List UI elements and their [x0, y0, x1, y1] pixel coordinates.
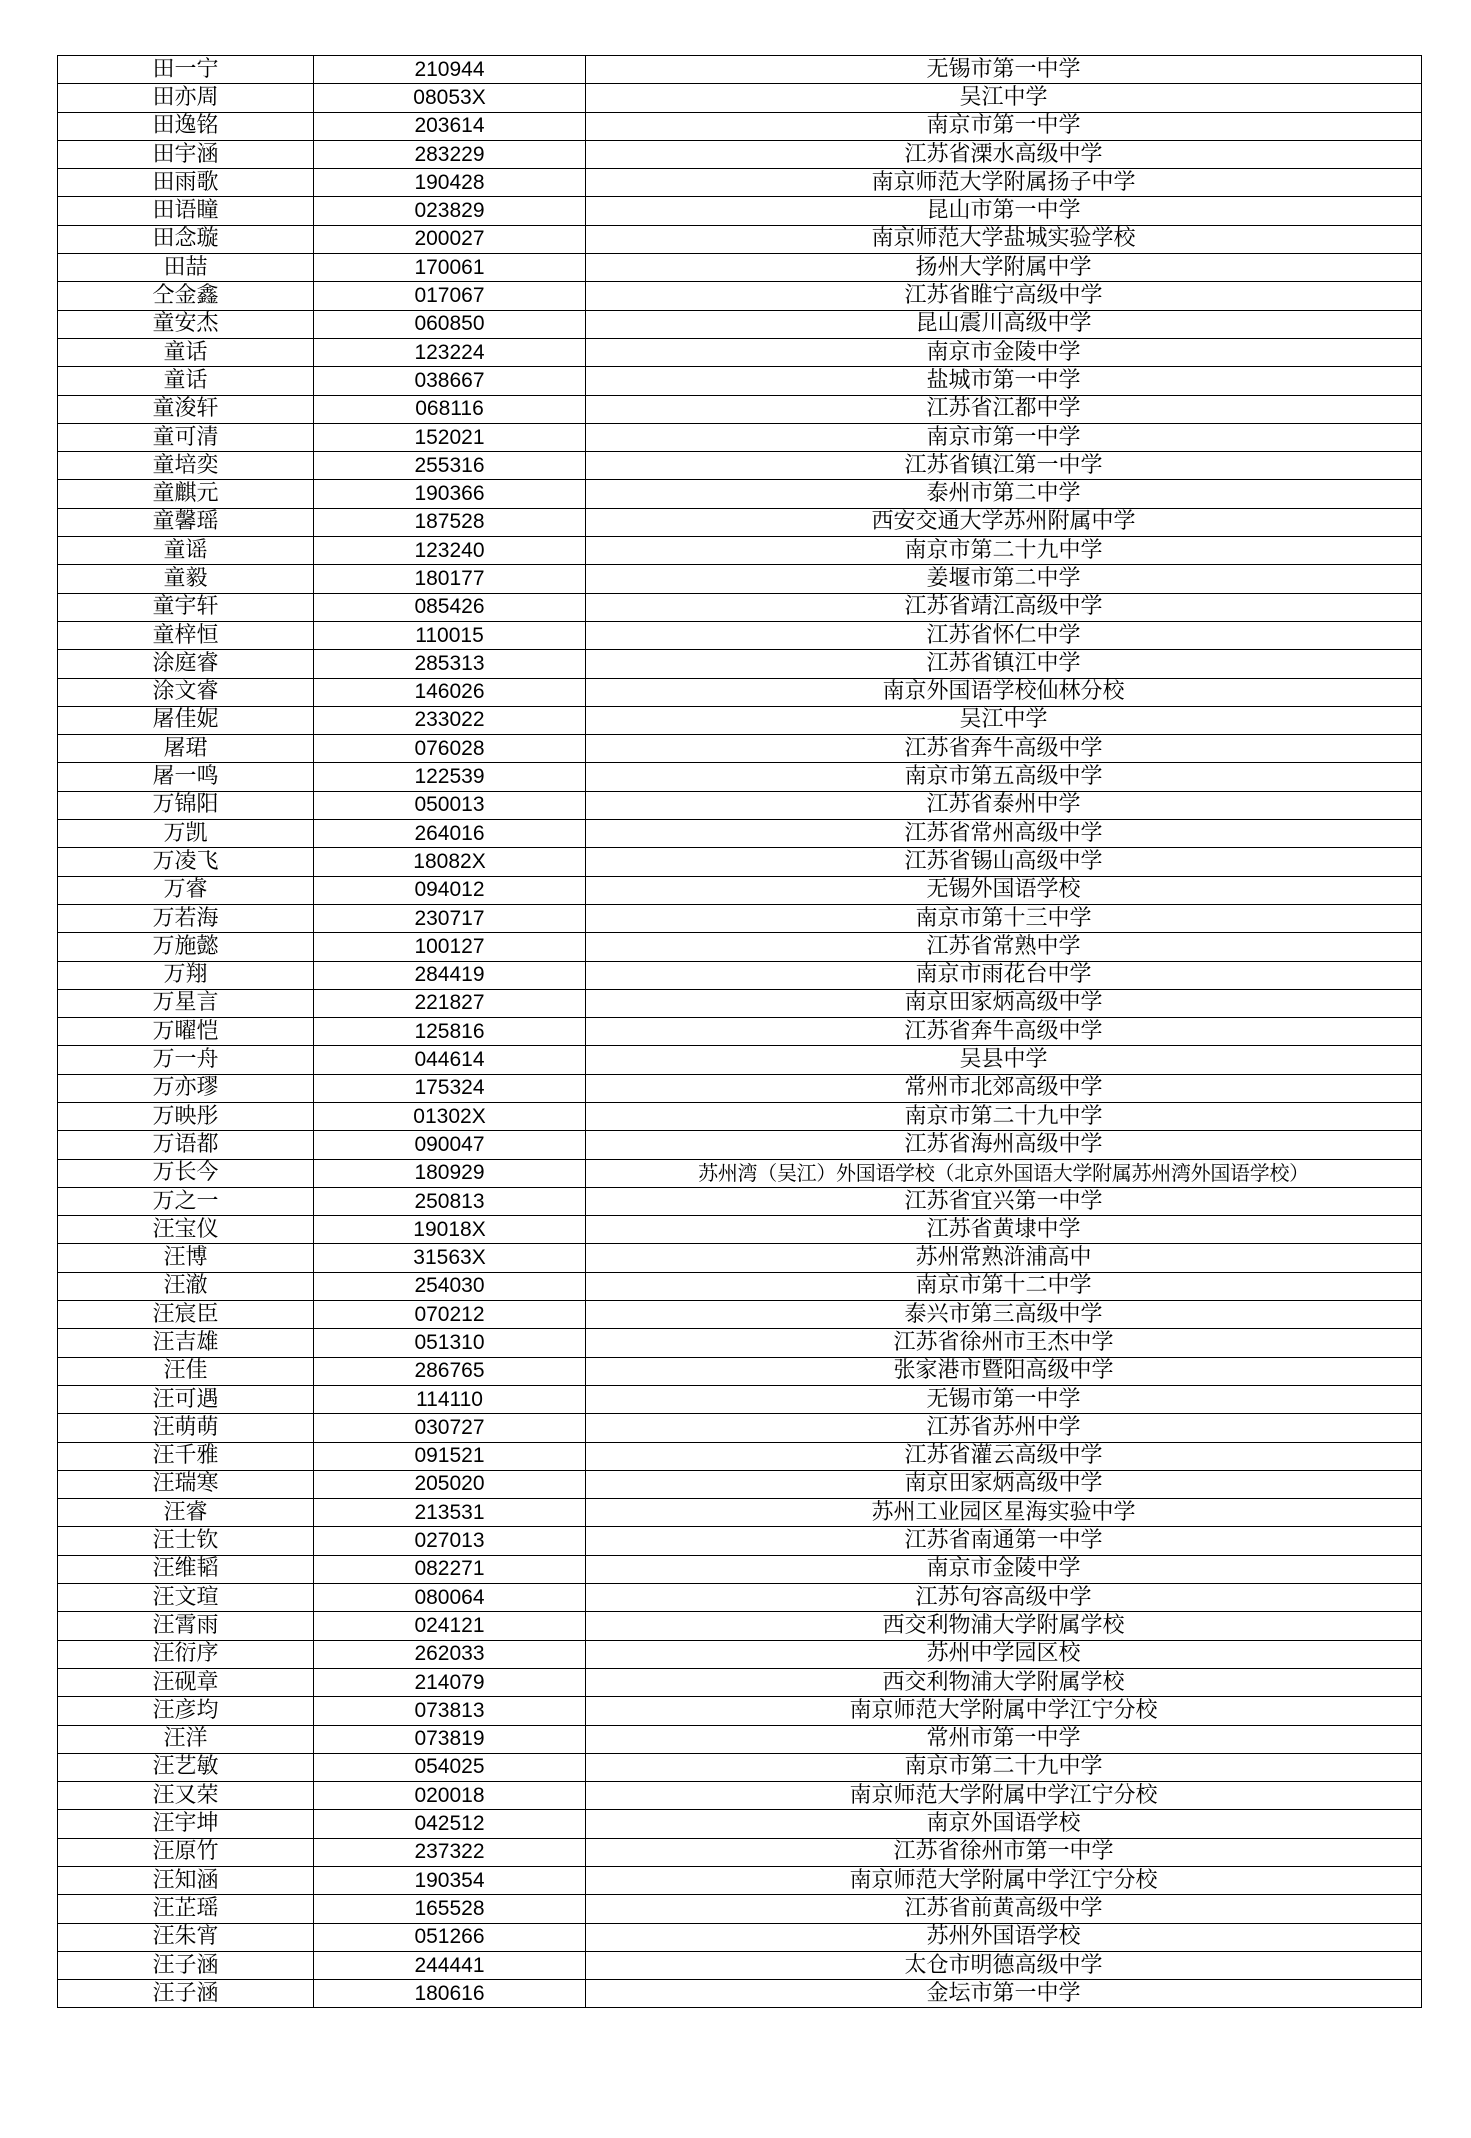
- student-id-cell: 180616: [314, 1980, 586, 2008]
- student-name-cell: 汪朱宵: [58, 1923, 314, 1951]
- student-id-cell: 123240: [314, 537, 586, 565]
- student-id-cell: 230717: [314, 904, 586, 932]
- student-name-cell: 田念璇: [58, 225, 314, 253]
- school-cell: 泰州市第二中学: [586, 480, 1422, 508]
- school-cell: 南京师范大学附属中学江宁分校: [586, 1782, 1422, 1810]
- school-cell: 苏州湾（吴江）外国语学校（北京外国语大学附属苏州湾外国语学校）: [586, 1159, 1422, 1187]
- student-name-cell: 汪睿: [58, 1499, 314, 1527]
- student-id-cell: 027013: [314, 1527, 586, 1555]
- student-name-cell: 汪博: [58, 1244, 314, 1272]
- student-name-cell: 汪澈: [58, 1272, 314, 1300]
- student-id-cell: 094012: [314, 876, 586, 904]
- student-id-cell: 125816: [314, 1018, 586, 1046]
- table-row: [58, 1555, 1422, 1583]
- student-id-cell: 060850: [314, 310, 586, 338]
- student-id-cell: 175324: [314, 1074, 586, 1102]
- student-name-cell: 万一舟: [58, 1046, 314, 1074]
- school-cell: 无锡外国语学校: [586, 876, 1422, 904]
- student-id-cell: 205020: [314, 1470, 586, 1498]
- table-row: [58, 1301, 1422, 1329]
- table-row: [58, 904, 1422, 932]
- student-id-cell: 18082X: [314, 848, 586, 876]
- table-row: [58, 1074, 1422, 1102]
- student-name-cell: 涂文睿: [58, 678, 314, 706]
- school-cell: 吴江中学: [586, 84, 1422, 112]
- student-id-cell: 073819: [314, 1725, 586, 1753]
- school-cell: 江苏省宜兴第一中学: [586, 1187, 1422, 1215]
- student-name-cell: 屠佳妮: [58, 706, 314, 734]
- school-cell: 江苏省镇江中学: [586, 650, 1422, 678]
- school-cell: 江苏省溧水高级中学: [586, 140, 1422, 168]
- school-cell: 张家港市暨阳高级中学: [586, 1357, 1422, 1385]
- student-id-cell: 054025: [314, 1753, 586, 1781]
- student-id-cell: 190354: [314, 1867, 586, 1895]
- school-cell: 南京市雨花台中学: [586, 961, 1422, 989]
- student-id-cell: 190428: [314, 169, 586, 197]
- student-name-cell: 汪又荣: [58, 1782, 314, 1810]
- table-row: [58, 1046, 1422, 1074]
- school-cell: 盐城市第一中学: [586, 367, 1422, 395]
- table-row: [58, 1131, 1422, 1159]
- student-name-cell: 汪子涵: [58, 1951, 314, 1979]
- roster-table: [57, 55, 1422, 2008]
- roster-body: [58, 56, 1422, 2008]
- table-row: [58, 1272, 1422, 1300]
- student-id-cell: 068116: [314, 395, 586, 423]
- student-id-cell: 152021: [314, 423, 586, 451]
- school-cell: 南京外国语学校: [586, 1810, 1422, 1838]
- student-id-cell: 203614: [314, 112, 586, 140]
- student-id-cell: 244441: [314, 1951, 586, 1979]
- table-row: [58, 1470, 1422, 1498]
- school-cell: 江苏省灌云高级中学: [586, 1442, 1422, 1470]
- student-id-cell: 255316: [314, 452, 586, 480]
- table-row: [58, 225, 1422, 253]
- student-name-cell: 田一宁: [58, 56, 314, 84]
- student-id-cell: 044614: [314, 1046, 586, 1074]
- school-cell: 江苏省锡山高级中学: [586, 848, 1422, 876]
- student-name-cell: 童宇轩: [58, 593, 314, 621]
- student-name-cell: 汪宇坤: [58, 1810, 314, 1838]
- student-name-cell: 汪子涵: [58, 1980, 314, 2008]
- student-id-cell: 284419: [314, 961, 586, 989]
- school-cell: 江苏省泰州中学: [586, 791, 1422, 819]
- school-cell: 南京市第一中学: [586, 112, 1422, 140]
- student-id-cell: 31563X: [314, 1244, 586, 1272]
- student-name-cell: 万长今: [58, 1159, 314, 1187]
- table-row: [58, 140, 1422, 168]
- school-cell: 南京师范大学附属扬子中学: [586, 169, 1422, 197]
- table-row: [58, 254, 1422, 282]
- student-id-cell: 030727: [314, 1414, 586, 1442]
- school-cell: 常州市北郊高级中学: [586, 1074, 1422, 1102]
- student-name-cell: 万锦阳: [58, 791, 314, 819]
- school-cell: 南京市第十三中学: [586, 904, 1422, 932]
- student-name-cell: 万之一: [58, 1187, 314, 1215]
- student-id-cell: 262033: [314, 1640, 586, 1668]
- student-id-cell: 08053X: [314, 84, 586, 112]
- school-cell: 南京市第二十九中学: [586, 537, 1422, 565]
- school-cell: 苏州中学园区校: [586, 1640, 1422, 1668]
- student-id-cell: 123224: [314, 338, 586, 366]
- table-row: [58, 621, 1422, 649]
- table-row: [58, 1867, 1422, 1895]
- table-row: [58, 820, 1422, 848]
- school-cell: 太仓市明德高级中学: [586, 1951, 1422, 1979]
- school-cell: 江苏省靖江高级中学: [586, 593, 1422, 621]
- table-row: [58, 508, 1422, 536]
- school-cell: 南京市第十二中学: [586, 1272, 1422, 1300]
- student-id-cell: 042512: [314, 1810, 586, 1838]
- table-row: [58, 169, 1422, 197]
- student-name-cell: 汪砚章: [58, 1668, 314, 1696]
- student-name-cell: 汪千雅: [58, 1442, 314, 1470]
- student-name-cell: 万语都: [58, 1131, 314, 1159]
- student-id-cell: 023829: [314, 197, 586, 225]
- student-name-cell: 童浚轩: [58, 395, 314, 423]
- student-id-cell: 190366: [314, 480, 586, 508]
- school-cell: 江苏省南通第一中学: [586, 1527, 1422, 1555]
- student-name-cell: 汪艺敏: [58, 1753, 314, 1781]
- table-row: [58, 1753, 1422, 1781]
- school-cell: 南京市金陵中学: [586, 338, 1422, 366]
- table-row: [58, 1584, 1422, 1612]
- table-row: [58, 310, 1422, 338]
- student-name-cell: 屠珺: [58, 735, 314, 763]
- school-cell: 江苏省怀仁中学: [586, 621, 1422, 649]
- table-row: [58, 961, 1422, 989]
- table-row: [58, 706, 1422, 734]
- student-name-cell: 万映彤: [58, 1102, 314, 1130]
- table-row: [58, 791, 1422, 819]
- table-row: [58, 423, 1422, 451]
- table-row: [58, 537, 1422, 565]
- school-cell: 昆山市第一中学: [586, 197, 1422, 225]
- student-name-cell: 汪吉雄: [58, 1329, 314, 1357]
- table-row: [58, 480, 1422, 508]
- student-id-cell: 024121: [314, 1612, 586, 1640]
- school-cell: 江苏省前黄高级中学: [586, 1895, 1422, 1923]
- table-row: [58, 1329, 1422, 1357]
- table-row: [58, 1357, 1422, 1385]
- school-cell: 西交利物浦大学附属学校: [586, 1668, 1422, 1696]
- table-row: [58, 593, 1422, 621]
- student-name-cell: 万施懿: [58, 933, 314, 961]
- student-id-cell: 19018X: [314, 1216, 586, 1244]
- student-id-cell: 110015: [314, 621, 586, 649]
- school-cell: 江苏省江都中学: [586, 395, 1422, 423]
- table-row: [58, 1159, 1422, 1187]
- student-name-cell: 万凯: [58, 820, 314, 848]
- table-row: [58, 1782, 1422, 1810]
- student-name-cell: 童话: [58, 338, 314, 366]
- student-name-cell: 仝金鑫: [58, 282, 314, 310]
- table-row: [58, 1442, 1422, 1470]
- table-row: [58, 1810, 1422, 1838]
- student-name-cell: 汪维韬: [58, 1555, 314, 1583]
- table-row: [58, 650, 1422, 678]
- student-id-cell: 221827: [314, 989, 586, 1017]
- table-row: [58, 1102, 1422, 1130]
- student-name-cell: 汪瑞寒: [58, 1470, 314, 1498]
- table-row: [58, 565, 1422, 593]
- student-name-cell: 田亦周: [58, 84, 314, 112]
- table-row: [58, 1838, 1422, 1866]
- student-name-cell: 汪可遇: [58, 1385, 314, 1413]
- student-id-cell: 051266: [314, 1923, 586, 1951]
- table-row: [58, 197, 1422, 225]
- school-cell: 江苏省奔牛高级中学: [586, 735, 1422, 763]
- student-id-cell: 080064: [314, 1584, 586, 1612]
- student-name-cell: 童谣: [58, 537, 314, 565]
- school-cell: 江苏省黄埭中学: [586, 1216, 1422, 1244]
- school-cell: 姜堰市第二中学: [586, 565, 1422, 593]
- table-row: [58, 1018, 1422, 1046]
- table-row: [58, 112, 1422, 140]
- student-name-cell: 汪萌萌: [58, 1414, 314, 1442]
- school-cell: 西安交通大学苏州附属中学: [586, 508, 1422, 536]
- school-cell: 金坛市第一中学: [586, 1980, 1422, 2008]
- student-name-cell: 田雨歌: [58, 169, 314, 197]
- table-row: [58, 735, 1422, 763]
- table-row: [58, 933, 1422, 961]
- student-id-cell: 020018: [314, 1782, 586, 1810]
- table-row: [58, 395, 1422, 423]
- school-cell: 南京田家炳高级中学: [586, 989, 1422, 1017]
- student-name-cell: 童培奕: [58, 452, 314, 480]
- student-id-cell: 233022: [314, 706, 586, 734]
- student-id-cell: 085426: [314, 593, 586, 621]
- student-id-cell: 100127: [314, 933, 586, 961]
- student-name-cell: 汪原竹: [58, 1838, 314, 1866]
- school-cell: 苏州工业园区星海实验中学: [586, 1499, 1422, 1527]
- student-id-cell: 082271: [314, 1555, 586, 1583]
- student-id-cell: 051310: [314, 1329, 586, 1357]
- student-id-cell: 250813: [314, 1187, 586, 1215]
- school-cell: 江苏句容高级中学: [586, 1584, 1422, 1612]
- student-name-cell: 童安杰: [58, 310, 314, 338]
- school-cell: 南京市第一中学: [586, 423, 1422, 451]
- school-cell: 南京外国语学校仙林分校: [586, 678, 1422, 706]
- student-name-cell: 汪彦均: [58, 1697, 314, 1725]
- table-row: [58, 338, 1422, 366]
- school-cell: 南京师范大学附属中学江宁分校: [586, 1867, 1422, 1895]
- student-id-cell: 180177: [314, 565, 586, 593]
- student-name-cell: 童毅: [58, 565, 314, 593]
- table-row: [58, 1216, 1422, 1244]
- student-name-cell: 万曜恺: [58, 1018, 314, 1046]
- school-cell: 吴县中学: [586, 1046, 1422, 1074]
- table-row: [58, 1499, 1422, 1527]
- table-row: [58, 1187, 1422, 1215]
- school-cell: 苏州常熟浒浦高中: [586, 1244, 1422, 1272]
- student-id-cell: 146026: [314, 678, 586, 706]
- student-id-cell: 170061: [314, 254, 586, 282]
- school-cell: 南京市第二十九中学: [586, 1753, 1422, 1781]
- school-cell: 江苏省常熟中学: [586, 933, 1422, 961]
- table-row: [58, 1895, 1422, 1923]
- school-cell: 江苏省苏州中学: [586, 1414, 1422, 1442]
- table-row: [58, 1385, 1422, 1413]
- student-name-cell: 万凌飞: [58, 848, 314, 876]
- student-name-cell: 汪宸臣: [58, 1301, 314, 1329]
- student-name-cell: 田语瞳: [58, 197, 314, 225]
- school-cell: 吴江中学: [586, 706, 1422, 734]
- student-name-cell: 汪衍序: [58, 1640, 314, 1668]
- school-cell: 江苏省徐州市王杰中学: [586, 1329, 1422, 1357]
- table-row: [58, 876, 1422, 904]
- student-name-cell: 万睿: [58, 876, 314, 904]
- table-row: [58, 1668, 1422, 1696]
- student-id-cell: 264016: [314, 820, 586, 848]
- table-row: [58, 1980, 1422, 2008]
- student-name-cell: 田逸铭: [58, 112, 314, 140]
- student-name-cell: 万亦璆: [58, 1074, 314, 1102]
- table-row: [58, 84, 1422, 112]
- student-id-cell: 237322: [314, 1838, 586, 1866]
- table-row: [58, 989, 1422, 1017]
- student-name-cell: 汪霄雨: [58, 1612, 314, 1640]
- student-id-cell: 200027: [314, 225, 586, 253]
- table-row: [58, 1640, 1422, 1668]
- school-cell: 南京田家炳高级中学: [586, 1470, 1422, 1498]
- school-cell: 江苏省镇江第一中学: [586, 452, 1422, 480]
- table-row: [58, 678, 1422, 706]
- student-id-cell: 214079: [314, 1668, 586, 1696]
- table-row: [58, 452, 1422, 480]
- table-row: [58, 282, 1422, 310]
- student-id-cell: 254030: [314, 1272, 586, 1300]
- student-name-cell: 童麒元: [58, 480, 314, 508]
- student-name-cell: 汪佳: [58, 1357, 314, 1385]
- table-row: [58, 1244, 1422, 1272]
- school-cell: 扬州大学附属中学: [586, 254, 1422, 282]
- school-cell: 泰兴市第三高级中学: [586, 1301, 1422, 1329]
- school-cell: 江苏省常州高级中学: [586, 820, 1422, 848]
- school-cell: 常州市第一中学: [586, 1725, 1422, 1753]
- school-cell: 无锡市第一中学: [586, 1385, 1422, 1413]
- table-row: [58, 1951, 1422, 1979]
- student-id-cell: 01302X: [314, 1102, 586, 1130]
- student-name-cell: 汪士钦: [58, 1527, 314, 1555]
- student-id-cell: 091521: [314, 1442, 586, 1470]
- student-id-cell: 090047: [314, 1131, 586, 1159]
- student-id-cell: 017067: [314, 282, 586, 310]
- student-name-cell: 田喆: [58, 254, 314, 282]
- school-cell: 江苏省徐州市第一中学: [586, 1838, 1422, 1866]
- table-row: [58, 1725, 1422, 1753]
- student-name-cell: 汪芷瑶: [58, 1895, 314, 1923]
- table-row: [58, 1612, 1422, 1640]
- student-name-cell: 田宇涵: [58, 140, 314, 168]
- table-row: [58, 1923, 1422, 1951]
- student-id-cell: 180929: [314, 1159, 586, 1187]
- student-name-cell: 童话: [58, 367, 314, 395]
- student-id-cell: 286765: [314, 1357, 586, 1385]
- school-cell: 江苏省海州高级中学: [586, 1131, 1422, 1159]
- table-row: [58, 1527, 1422, 1555]
- table-row: [58, 763, 1422, 791]
- student-name-cell: 万星言: [58, 989, 314, 1017]
- student-name-cell: 童梓恒: [58, 621, 314, 649]
- student-id-cell: 187528: [314, 508, 586, 536]
- school-cell: 南京市第二十九中学: [586, 1102, 1422, 1130]
- student-name-cell: 汪知涵: [58, 1867, 314, 1895]
- school-cell: 南京市金陵中学: [586, 1555, 1422, 1583]
- student-id-cell: 050013: [314, 791, 586, 819]
- student-id-cell: 070212: [314, 1301, 586, 1329]
- student-id-cell: 114110: [314, 1385, 586, 1413]
- school-cell: 无锡市第一中学: [586, 56, 1422, 84]
- student-id-cell: 283229: [314, 140, 586, 168]
- student-name-cell: 万翔: [58, 961, 314, 989]
- student-id-cell: 122539: [314, 763, 586, 791]
- student-id-cell: 076028: [314, 735, 586, 763]
- student-name-cell: 汪宝仪: [58, 1216, 314, 1244]
- student-id-cell: 038667: [314, 367, 586, 395]
- student-id-cell: 213531: [314, 1499, 586, 1527]
- student-id-cell: 210944: [314, 56, 586, 84]
- school-cell: 昆山震川高级中学: [586, 310, 1422, 338]
- student-name-cell: 童馨瑶: [58, 508, 314, 536]
- student-id-cell: 165528: [314, 1895, 586, 1923]
- school-cell: 江苏省睢宁高级中学: [586, 282, 1422, 310]
- student-id-cell: 073813: [314, 1697, 586, 1725]
- student-name-cell: 汪洋: [58, 1725, 314, 1753]
- table-row: [58, 1697, 1422, 1725]
- student-name-cell: 涂庭睿: [58, 650, 314, 678]
- student-name-cell: 万若海: [58, 904, 314, 932]
- student-name-cell: 屠一鸣: [58, 763, 314, 791]
- student-name-cell: 童可清: [58, 423, 314, 451]
- table-row: [58, 848, 1422, 876]
- table-row: [58, 1414, 1422, 1442]
- student-id-cell: 285313: [314, 650, 586, 678]
- school-cell: 苏州外国语学校: [586, 1923, 1422, 1951]
- school-cell: 江苏省奔牛高级中学: [586, 1018, 1422, 1046]
- table-row: [58, 56, 1422, 84]
- school-cell: 南京市第五高级中学: [586, 763, 1422, 791]
- school-cell: 西交利物浦大学附属学校: [586, 1612, 1422, 1640]
- school-cell: 南京师范大学盐城实验学校: [586, 225, 1422, 253]
- table-row: [58, 367, 1422, 395]
- school-cell: 南京师范大学附属中学江宁分校: [586, 1697, 1422, 1725]
- student-name-cell: 汪文瑄: [58, 1584, 314, 1612]
